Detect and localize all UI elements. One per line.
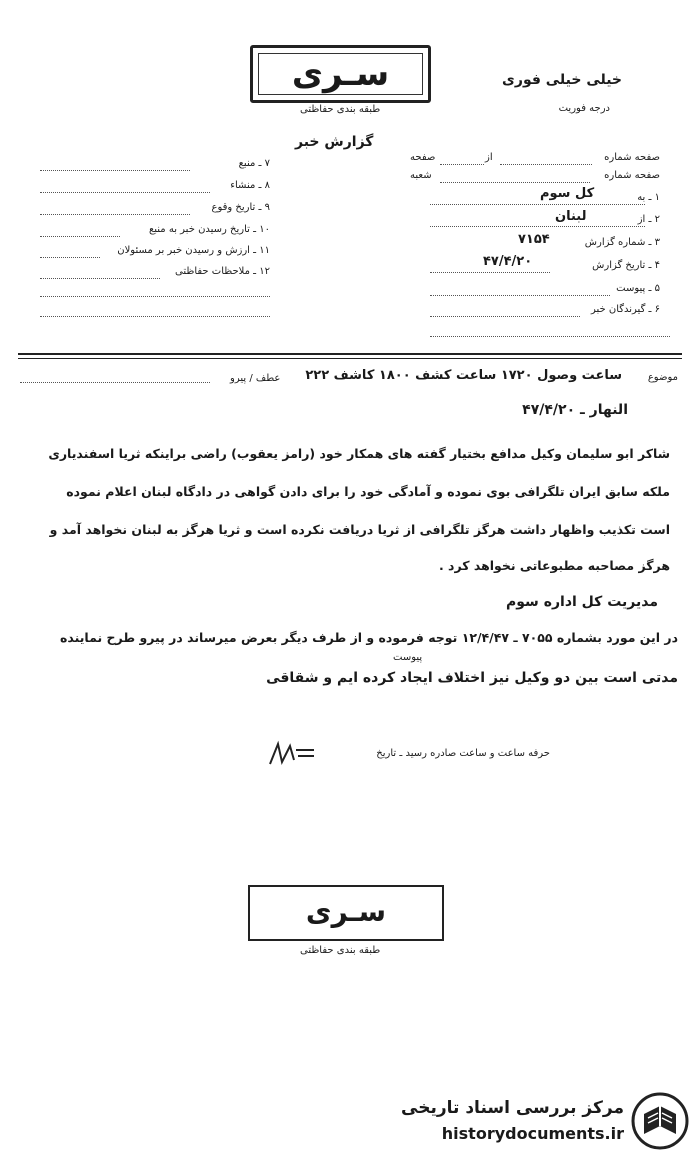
- dotted-line: [430, 295, 610, 296]
- dotted-line: [40, 170, 190, 171]
- field-branch: شعبه: [410, 170, 432, 181]
- field-security-notes: ۱۲ ـ ملاحظات حفاظتی: [175, 266, 270, 277]
- dotted-line: [20, 382, 210, 383]
- body-date-line: النهار ـ ۴۷/۴/۲۰: [522, 402, 628, 418]
- dotted-line: [440, 182, 590, 183]
- body-paragraph-2-line-1: در این مورد بشماره ۷۰۵۵ ـ ۱۲/۴/۴۷ توجه فرموده و از طرف دیگر بعرض میرساند در پیرو طرح نماینده: [60, 630, 678, 645]
- dotted-line: [40, 236, 120, 237]
- field-attachment-label: ۵ ـ پیوست: [616, 283, 660, 294]
- dotted-line: [440, 164, 484, 165]
- dotted-line: [40, 316, 270, 317]
- dotted-line: [430, 336, 670, 337]
- field-news-arrival-date: ۱۰ ـ تاریخ رسیدن خبر به منبع: [148, 224, 270, 235]
- separator-line: [18, 353, 682, 355]
- body-addressee: مدیریت کل اداره سوم: [506, 594, 658, 610]
- bottom-classification-stamp: [248, 885, 444, 941]
- bottom-stamp-text: سـری: [305, 895, 387, 928]
- field-recipients-label: ۶ ـ گیرندگان خبر: [590, 304, 660, 315]
- classification-label: طبقه بندی حفاظتی: [300, 104, 381, 115]
- bottom-classification-label: طبقه بندی حفاظتی: [300, 945, 381, 956]
- field-report-number-label: ۳ ـ شماره گزارش: [584, 237, 660, 248]
- field-report-number-value: ۷۱۵۴: [518, 232, 550, 247]
- field-report-date-value: ۴۷/۴/۲۰: [483, 254, 533, 269]
- signature-scribble: [268, 740, 318, 770]
- dotted-line: [40, 214, 190, 215]
- field-to-value: کل سوم: [540, 186, 595, 201]
- body-paragraph-1-line-1: شاکر ابو سلیمان وکیل مدافع بختیار گفته های همکار خود (رامز یعقوب) راضی براینکه ثریا اسفندیاری: [48, 446, 670, 461]
- classification-stamp: [250, 45, 431, 103]
- separator-line: [18, 358, 682, 359]
- subject-text: ساعت وصول ۱۷۲۰ ساعت کشف ۱۸۰۰ کاشف ۲۲۲: [305, 368, 622, 383]
- subject-label: موضوع: [647, 372, 678, 383]
- dotted-line: [40, 278, 160, 279]
- dotted-line: [430, 226, 645, 227]
- dotted-line: [500, 164, 592, 165]
- footer-note: حرفه ساعت و ساعت صادره رسید ـ تاریخ: [376, 748, 550, 759]
- body-attachment-note: پیوست: [393, 652, 423, 663]
- open-book-icon: [630, 1092, 690, 1150]
- field-to-label: ۱ ـ به: [637, 192, 660, 203]
- dotted-line: [430, 272, 550, 273]
- body-paragraph-1-line-3: است تکذیب واظهار داشت هرگز تلگرافی از ثریا دریافت نکرده است و ثریا هرگز به لبنان نخواهد آمد و: [49, 522, 670, 537]
- field-value-assessment: ۱۱ ـ ارزش و رسیدن خبر بر مسئولان: [117, 245, 270, 256]
- field-from-label: ۲ ـ از: [637, 214, 660, 225]
- body-paragraph-1-line-2: ملکه سابق ایران تلگرافی بوی نموده و آمادگی خود را برای دادن گواهی در دادگاه لبنان اعلام نموده: [66, 484, 670, 499]
- field-from-value: لبنان: [555, 209, 587, 224]
- dotted-line: [40, 192, 210, 193]
- field-occurrence-date: ۹ ـ تاریخ وقوع: [211, 202, 270, 213]
- report-title: گزارش خبر: [295, 134, 374, 150]
- watermark-title: مرکز بررسی اسناد تاریخی: [401, 1098, 624, 1118]
- urgency-text: خیلی خیلی فوری: [502, 72, 622, 88]
- watermark-url[interactable]: historydocuments.ir: [441, 1124, 624, 1143]
- body-paragraph-2-line-2: مدتی است بین دو وکیل نیز اختلاف ایجاد کرده ایم و شقاقی: [266, 670, 678, 686]
- field-report-date-label: ۴ ـ تاریخ گزارش: [592, 260, 660, 271]
- stamp-text: سـری: [291, 54, 390, 94]
- body-paragraph-1-line-4: هرگز مصاحبه مطبوعاتی نخواهد کرد .: [438, 558, 670, 573]
- field-origin: ۸ ـ منشاء: [230, 180, 270, 191]
- field-pages: صفحه: [410, 152, 436, 163]
- dotted-line: [40, 296, 270, 297]
- field-source: ۷ ـ منبع: [238, 158, 270, 169]
- dotted-line: [40, 257, 100, 258]
- field-from: از: [485, 152, 493, 163]
- reference-label: عطف / پیرو: [230, 373, 281, 384]
- field-page-number: صفحه شماره: [604, 152, 660, 163]
- field-page-number-2: صفحه شماره: [604, 170, 660, 181]
- dotted-line: [430, 316, 580, 317]
- dotted-line: [430, 204, 645, 205]
- urgency-label: درجه فوریت: [558, 103, 610, 114]
